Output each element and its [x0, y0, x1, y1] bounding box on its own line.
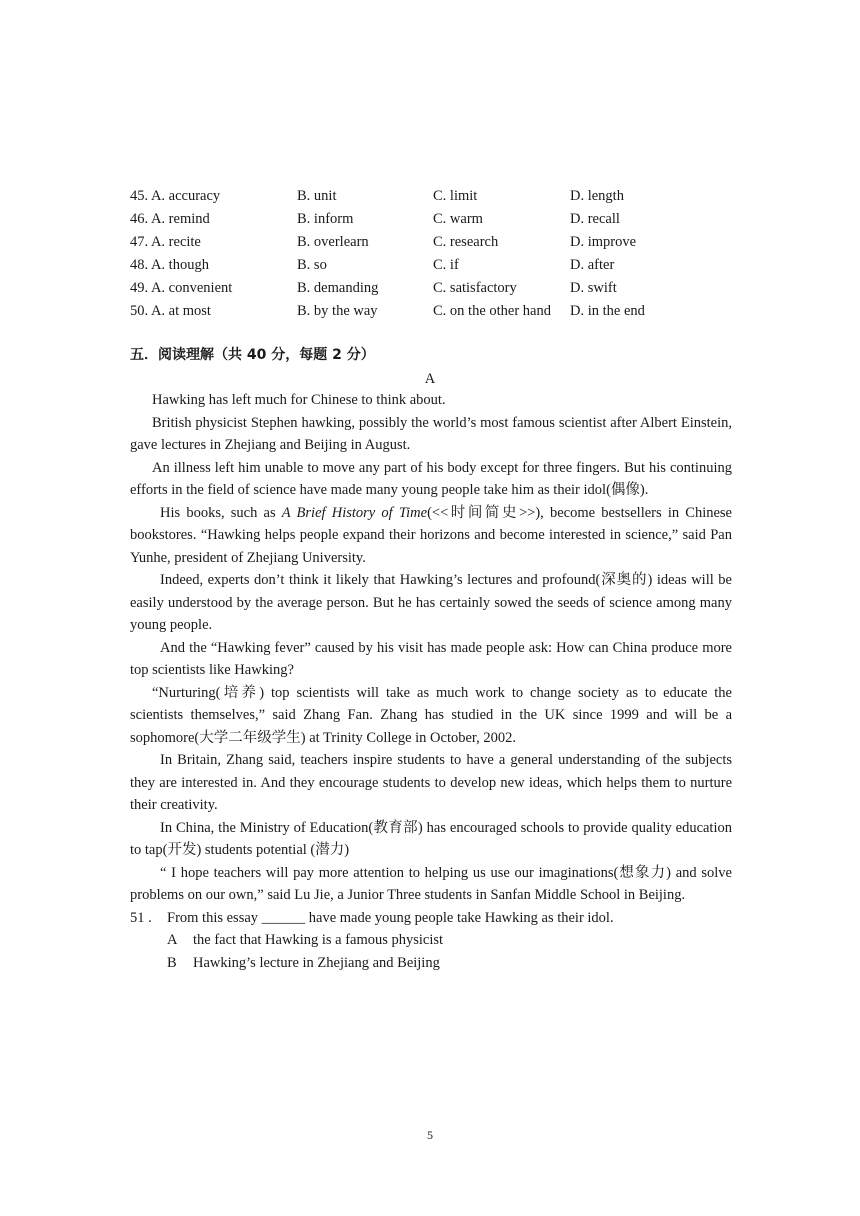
option-b: B. overlearn — [297, 234, 369, 250]
option-c: C. on the other hand — [433, 303, 551, 319]
page-number: 5 — [427, 1128, 433, 1142]
question-number: 51 . — [130, 909, 152, 926]
option-c: C. if — [433, 257, 459, 273]
option-d: D. improve — [570, 234, 637, 250]
paragraph: “ I hope teachers will pay more attention to helping us use our imaginations(想象力) and solve problems on our own,” said Lu Jie, a Junior Three students in Sanfan Middle School in Beijing. — [130, 864, 732, 903]
choice-letter: A — [167, 932, 178, 948]
option-row-46 — [130, 208, 750, 231]
option-a — [130, 277, 232, 300]
question-number: 47. — [130, 234, 149, 250]
option-c: C. satisfactory — [433, 280, 517, 296]
paragraph — [130, 502, 732, 570]
paragraph: “Nurturing(培养) top scientists will take as much work to change society as to educate the scientists themselves,” said Zhang Fan. Zhang has studied in the UK since 1999 and will be a sophomore(大学二年级学生) at Trinity College in October, 2002. — [130, 684, 732, 746]
section-heading: 五．阅读理解（共 40 分，每题 2 分） — [130, 347, 375, 363]
option-b: B. by the way — [297, 303, 378, 319]
option-a-text: A. at most — [150, 303, 211, 319]
paragraph: Indeed, experts don’t think it likely that Hawking’s lectures and profound(深奥的) ideas will be easily understood by the average person. But he has certainly sowed the seeds of science among many young people. — [130, 572, 732, 633]
passage-label: A — [424, 371, 436, 387]
question-number: 46. — [130, 211, 149, 227]
choice-letter: B — [167, 954, 177, 971]
option-row-50 — [130, 300, 750, 323]
option-c: C. warm — [433, 211, 483, 227]
question — [130, 907, 732, 930]
options-table — [130, 185, 750, 323]
choice-text: the fact that Hawking is a famous physicist — [193, 932, 444, 948]
option-a-text: A. accuracy — [150, 188, 221, 204]
option-a — [130, 185, 220, 208]
option-d: D. in the end — [570, 303, 645, 319]
option-b: B. unit — [297, 188, 337, 204]
option-row-48 — [130, 254, 750, 277]
paragraph: An illness left him unable to move any part of his body except for three fingers. But his continuing efforts in the field of science have made many young people take him as their idol(偶像). — [130, 459, 732, 498]
paragraph-text: (<<时间简史>>), become bestsellers in Chinese bookstores. “Hawking helps people expand their horizons and become interested in science,” said Pan Yunhe, president of Zhejiang University. — [130, 504, 732, 566]
option-a-text: A. convenient — [150, 280, 233, 296]
reading-passage — [130, 389, 732, 974]
question-number: 49. — [130, 280, 149, 296]
question-stem: From this essay ______ have made young people take Hawking as their idol. — [167, 909, 614, 926]
option-a-text: A. remind — [150, 211, 210, 227]
option-b: B. so — [297, 257, 327, 273]
choice-text: Hawking’s lecture in Zhejiang and Beijing — [193, 954, 440, 971]
answer-choice — [130, 929, 732, 952]
question-number: 45. — [130, 188, 149, 204]
option-d: D. after — [570, 257, 615, 273]
book-title: A Brief History of Time — [281, 504, 428, 521]
option-d: D. recall — [570, 211, 620, 227]
paragraph: In Britain, Zhang said, teachers inspire students to have a general understanding of the subjects they are interested in. And they encourage students to develop new ideas, which helps them to nurture their creativity. — [130, 752, 732, 813]
paragraph: British physicist Stephen hawking, possibly the world’s most famous scientist after Albert Einstein, gave lectures in Zhejiang and Beijing in August. — [130, 414, 732, 453]
option-row-49 — [130, 277, 750, 300]
option-a — [130, 254, 209, 277]
option-b: B. inform — [297, 211, 354, 227]
option-row-47 — [130, 231, 750, 254]
answer-choice — [130, 952, 732, 975]
option-a — [130, 208, 210, 231]
option-d: D. length — [570, 188, 624, 204]
question-number: 48. — [130, 257, 149, 273]
option-c: C. limit — [433, 188, 478, 204]
option-d: D. swift — [570, 280, 617, 296]
option-a-text: A. though — [150, 257, 209, 273]
option-b: B. demanding — [297, 280, 379, 296]
option-c: C. research — [433, 234, 499, 250]
option-a-text: A. recite — [150, 234, 201, 250]
paragraph-text: His books, such as — [160, 504, 282, 521]
paragraph: In China, the Ministry of Education(教育部) has encouraged schools to provide quality education to tap(开发) students potential (潜力) — [130, 819, 732, 858]
paragraph: Hawking has left much for Chinese to think about. — [152, 392, 446, 408]
paragraph: And the “Hawking fever” caused by his visit has made people ask: How can China produce more top scientists like Hawking? — [130, 639, 732, 678]
option-a — [130, 300, 211, 323]
option-row-45 — [130, 185, 750, 208]
option-a — [130, 231, 201, 254]
question-number: 50. — [130, 303, 149, 319]
